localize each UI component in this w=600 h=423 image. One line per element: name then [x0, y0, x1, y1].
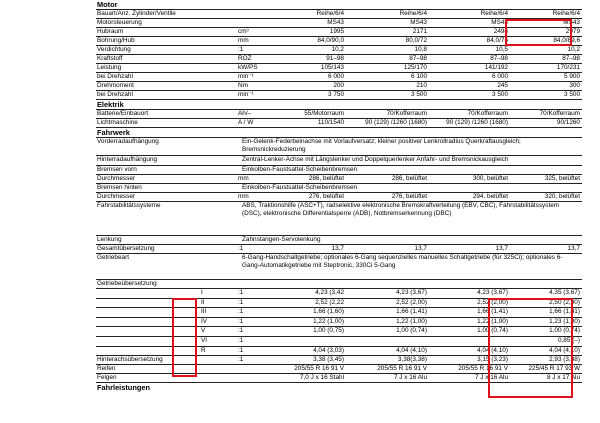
- highlight-box-gear-labels: [172, 298, 197, 377]
- motor-row: [96, 73, 582, 82]
- cell-value: 10,2: [567, 46, 580, 53]
- cell-value: 6 100: [411, 73, 427, 80]
- cell-value: 200: [333, 82, 344, 89]
- cell-value: 141/192: [484, 64, 508, 71]
- gear-label: V: [201, 327, 206, 335]
- durchmesser-hinten-row: Durchmesser mm 276, belüftet 276, belüftet 294, belüftet 320, belüftet: [97, 193, 580, 200]
- row-unit: ROZ: [238, 55, 252, 62]
- motor-row: [96, 55, 582, 64]
- row-label: Motorsteuerung: [97, 19, 142, 26]
- row-unit: :1: [238, 346, 244, 354]
- row-unit: :1: [238, 298, 244, 306]
- cell-value: 1,66 (1,60): [313, 308, 344, 316]
- durchmesser-vorn-row: Durchmesser mm 286, belüftet 286, belüftet 300, belüftet 325, belüftet: [97, 175, 580, 182]
- section-fahrleistungen: Fahrleistungen: [97, 383, 150, 393]
- cell-value: 2,50 (2,00): [549, 298, 580, 306]
- cell-value: 4,04 (4,10): [549, 346, 580, 354]
- cell-value: 0,85 (–): [557, 336, 580, 344]
- hinterachs-row: Hinterachsübersetzung :1 3,38 (3,45) 3,38(3,38) 3,15 (3,23) 2,93 (3,38): [97, 356, 580, 364]
- cell-value: 3 500: [411, 91, 427, 98]
- highlight-box-gear-ratios: [488, 298, 573, 398]
- cell-value: 2,52 (2,00): [396, 298, 427, 306]
- cell-value: 4,23 (3,42: [315, 289, 344, 296]
- cell-value: 110/1540: [317, 119, 344, 126]
- cell-value: 4,35 (3,67): [549, 289, 580, 296]
- cell-value: 1,22 (1,00): [396, 317, 427, 325]
- lenkung-row: Lenkung Zahnstangen-Servolenkung: [96, 236, 582, 245]
- cell-value: 105/143: [320, 64, 344, 71]
- elektrik-row: [96, 110, 582, 119]
- cell-value: 90/1260: [556, 119, 580, 126]
- cell-value: 70/Kofferraum: [386, 110, 427, 117]
- cell-value: 2,52 (2,22: [315, 298, 344, 306]
- motor-row: [96, 91, 582, 100]
- cell-value: Reihe/6/4: [399, 10, 427, 17]
- cell-value: 1,66 (1,41): [549, 308, 580, 316]
- gear-label: II: [201, 298, 205, 306]
- gear-label: R: [201, 346, 206, 354]
- cell-value: 170/231: [556, 64, 580, 71]
- cell-value: 3 500: [564, 91, 580, 98]
- motor-row: [96, 82, 582, 91]
- cell-value: 70/Kofferraum: [539, 110, 580, 117]
- row-label: Lichtmaschine: [97, 119, 138, 126]
- motor-row: [96, 64, 582, 73]
- cell-value: 6 000: [492, 73, 508, 80]
- cell-value: 2494: [493, 28, 508, 35]
- fahrstabilitaet-row: Fahrstabilitätssysteme ABS, Traktionshilfe (ASC+T), radselektive elektronische Bremskraftverteilung (EBV, CBC), Fahrstabilitätssystem (DSC), elektronische Differentialsperre (ADB), Notbremserkennung (DBC): [96, 202, 582, 236]
- row-label: Kraftstoff: [97, 55, 123, 62]
- bremsen-hinten-row: Bremsen hinten Einkolben-Faustsattel-Scheibenbremsen: [96, 184, 582, 193]
- row-unit: :1: [238, 336, 244, 344]
- felgen-row: Felgen 7,0 J x 16 Stahl 7 J x 16 Alu 7 J x 16 Alu 8 J x 17 Alu: [97, 374, 580, 382]
- row-unit: cm³: [238, 28, 249, 35]
- cell-value: 1,00 (0,74): [549, 327, 580, 335]
- cell-value: 4,04 (4,10): [396, 346, 427, 354]
- row-label: Bauart/Anz. Zylinder/Ventile: [97, 10, 176, 17]
- row-label: bei Drehzahl: [97, 73, 133, 80]
- row-unit: :1: [238, 317, 244, 325]
- highlight-box-ms43: [505, 19, 572, 46]
- cell-value: 87–98: [562, 55, 580, 62]
- cell-value: 10,2: [331, 46, 344, 53]
- gear-label: I: [201, 289, 203, 296]
- row-unit: Ah/–: [238, 110, 252, 117]
- row-label: Bohrung/Hub: [97, 37, 135, 44]
- elektrik-table: [96, 110, 582, 128]
- cell-value: 1,22 (1,00): [313, 317, 344, 325]
- cell-value: 4,04 (3,03): [313, 346, 344, 354]
- section-elektrik: Elektrik: [96, 100, 582, 110]
- motor-row: [96, 10, 582, 19]
- gear-label: III: [201, 308, 207, 316]
- cell-value: 90 (129) /1260 (1680): [446, 119, 508, 126]
- section-motor: Motor: [96, 0, 582, 10]
- gear-label: IV: [201, 317, 208, 325]
- row-label: bei Drehzahl: [97, 91, 133, 98]
- row-label: Verdichtung: [97, 46, 131, 53]
- row-label: Hubraum: [97, 28, 124, 35]
- getriebeart-row: Getriebeart 6-Gang-Handschaltgetriebe; optionales 6-Gang sequenzielles manuelles Schaltgetriebe (für 325Ci); optionales 6-Gang-Automatikgetriebe mit Steptronic, 330Ci 5-Gang: [96, 254, 582, 280]
- vorderrad-row: Vorderradaufhängung Ein-Gelenk-Federbeinachse mit Vorlaufversatz; kleiner positiver Lenkrollradius Querkraftausgleich; Bremsnickreduzierung: [96, 138, 582, 156]
- cell-value: 91–98: [326, 55, 344, 62]
- elektrik-row: [96, 119, 582, 128]
- cell-value: 2979: [565, 28, 580, 35]
- cell-value: 4,04 (4,10): [477, 346, 508, 354]
- row-unit: A / W: [238, 119, 254, 126]
- row-unit: min⁻¹: [238, 73, 254, 80]
- cell-value: MS43: [491, 19, 508, 26]
- cell-value: MS43: [563, 19, 580, 26]
- row-unit: :1: [238, 327, 244, 335]
- cell-value: 1,00 (0,74): [396, 327, 427, 335]
- row-unit: kW/PS: [238, 64, 258, 71]
- cell-value: 210: [416, 82, 427, 89]
- row-unit: :1: [238, 46, 244, 53]
- cell-value: 87–98: [409, 55, 427, 62]
- row-unit: :1: [238, 289, 244, 296]
- row-unit: :1: [238, 308, 244, 316]
- cell-value: 70/Kofferraum: [467, 110, 508, 117]
- cell-value: 1,23 (1,00): [549, 317, 580, 325]
- cell-value: 1,00 (0,74): [477, 327, 508, 335]
- cell-value: 4,23 (3,67): [396, 289, 427, 296]
- bremsen-vorn-row: Bremsen vorn Einkolben-Faustsattel-Scheibenbremsen: [96, 166, 582, 175]
- gesamtuebersetzung-row: Gesamtübersetzung :1 13,7 13,7 13,7 13,7: [97, 245, 580, 252]
- motor-row: [96, 46, 582, 55]
- cell-value: 6 000: [328, 73, 344, 80]
- cell-value: 5 900: [564, 73, 580, 80]
- cell-value: 2171: [412, 28, 427, 35]
- cell-value: 300: [569, 82, 580, 89]
- cell-value: 10,8: [414, 46, 427, 53]
- row-label: Batterie/Einbauort: [97, 110, 149, 117]
- cell-value: 2,52 (2,00): [477, 298, 508, 306]
- row-unit: Nm: [238, 82, 248, 89]
- cell-value: 4,23 (3,67): [477, 289, 508, 296]
- row-unit: min⁻¹: [238, 91, 254, 98]
- cell-value: 84,0/89,6: [553, 37, 580, 44]
- row-label: Drehmoment: [97, 82, 134, 89]
- reifen-row: Reifen 205/55 R 16 91 V 205/55 R 16 91 V 205/55 R 16 91 V 225/45 R 17 93 W: [97, 365, 580, 373]
- cell-value: 1,22 (1,00): [477, 317, 508, 325]
- cell-value: 84,0/90,0: [317, 37, 344, 44]
- hinterrad-row: Hinterradaufhängung Zentral-Lenker-Achse mit Längslenker und Doppelquerlenker Anfahr- und Bremsnickausgleich: [96, 156, 582, 166]
- cell-value: 80,0/72: [405, 37, 427, 44]
- cell-value: MS43: [410, 19, 427, 26]
- cell-value: 87–98: [490, 55, 508, 62]
- row-label: Leistung: [97, 64, 122, 71]
- cell-value: 125/170: [403, 64, 427, 71]
- cell-value: 3 500: [492, 91, 508, 98]
- cell-value: 3 750: [328, 91, 344, 98]
- cell-value: 1995: [329, 28, 344, 35]
- cell-value: 10,5: [495, 46, 508, 53]
- cell-value: 245: [497, 82, 508, 89]
- cell-value: Reihe/6/4: [480, 10, 508, 17]
- cell-value: 84,0/75: [486, 37, 508, 44]
- cell-value: 90 (129) /1260 (1680): [365, 119, 427, 126]
- getriebeuebersetzung-row: Getriebeübersetzung: [96, 280, 582, 289]
- cell-value: 1,00 (0,75): [313, 327, 344, 335]
- cell-value: Reihe/6/4: [316, 10, 344, 17]
- gear-label: VI: [201, 336, 208, 344]
- row-unit: mm: [238, 37, 249, 44]
- cell-value: 1,66 (1,41): [396, 308, 427, 316]
- cell-value: MS43: [327, 19, 344, 26]
- cell-value: Reihe/6/4: [552, 10, 580, 17]
- section-fahrwerk: Fahrwerk: [96, 128, 582, 138]
- cell-value: 55/Motorraum: [304, 110, 344, 117]
- cell-value: 1,66 (1,41): [477, 308, 508, 316]
